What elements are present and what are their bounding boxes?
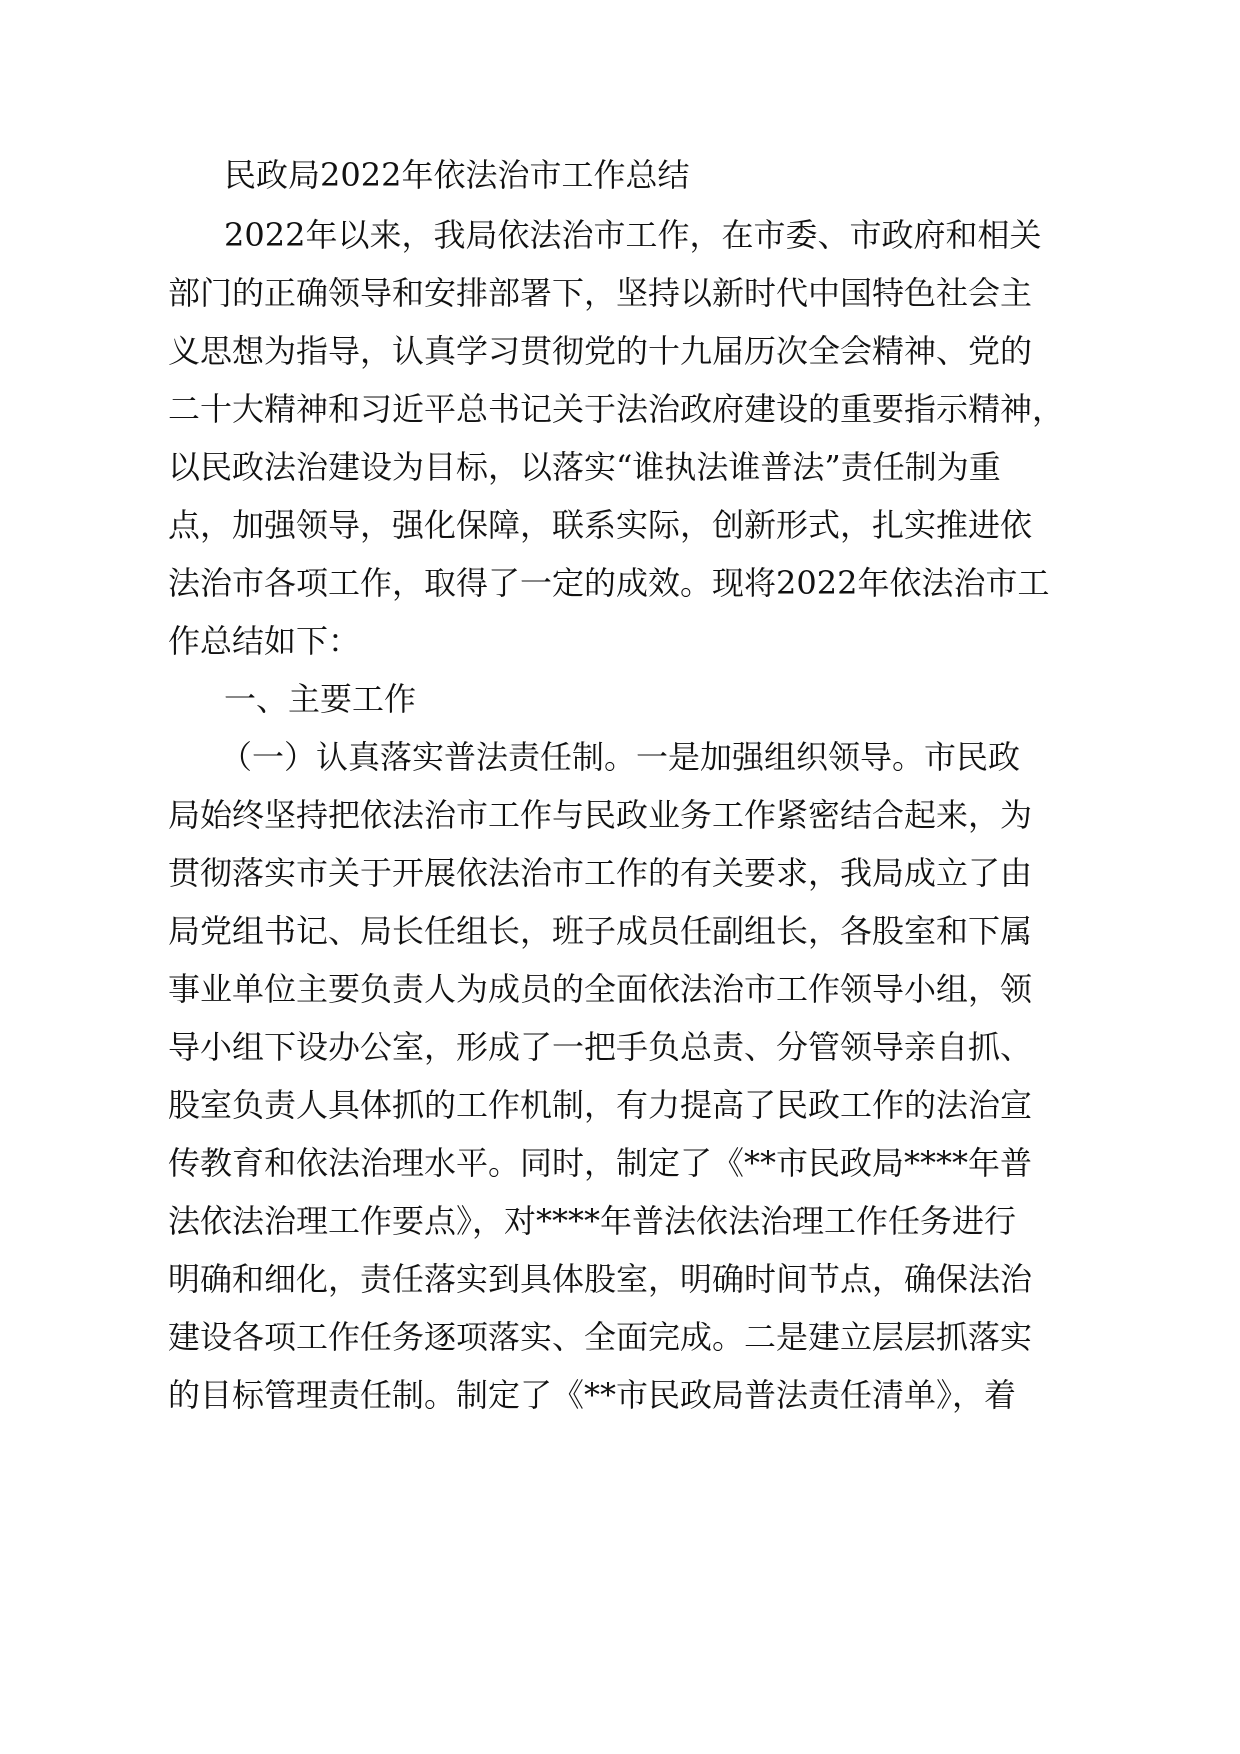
paragraph-line: （一）认真落实普法责任制。一是加强组织领导。市民政 — [220, 738, 1021, 776]
paragraph-line: 建设各项工作任务逐项落实、全面完成。二是建立层层抓落实 — [168, 1318, 1033, 1356]
paragraph-line: 二十大精神和习近平总书记关于法治政府建设的重要指示精神， — [168, 390, 1065, 428]
paragraph-line: 以民政法治建设为目标，以落实“谁执法谁普法”责任制为重 — [168, 448, 1001, 486]
paragraph-line: 明确和细化，责任落实到具体股室，明确时间节点，确保法治 — [168, 1260, 1033, 1298]
paragraph-line: 义思想为指导，认真学习贯彻党的十九届历次全会精神、党的 — [168, 332, 1033, 370]
paragraph-line: 局党组书记、局长任组长，班子成员任副组长，各股室和下属 — [168, 912, 1033, 950]
paragraph-line: 点，加强领导，强化保障，联系实际，创新形式，扎实推进依 — [168, 506, 1033, 544]
paragraph-line: 贯彻落实市关于开展依法治市工作的有关要求，我局成立了由 — [168, 854, 1033, 892]
paragraph-line: 法治市各项工作，取得了一定的成效。现将2022年依法治市工 — [168, 564, 1050, 602]
paragraph-line: 的目标管理责任制。制定了《**市民政局普法责任清单》，着 — [168, 1376, 1017, 1414]
paragraph-line: 2022年以来，我局依法治市工作，在市委、市政府和相关 — [224, 216, 1042, 254]
paragraph-line: 局始终坚持把依法治市工作与民政业务工作紧密结合起来，为 — [168, 796, 1033, 834]
paragraph-line: 事业单位主要负责人为成员的全面依法治市工作领导小组，领 — [168, 970, 1033, 1008]
paragraph-line: 作总结如下： — [168, 622, 361, 660]
paragraph-line: 部门的正确领导和安排部署下，坚持以新时代中国特色社会主 — [168, 274, 1033, 312]
paragraph-line: 股室负责人具体抓的工作机制，有力提高了民政工作的法治宣 — [168, 1086, 1033, 1124]
document-title: 民政局2022年依法治市工作总结 — [224, 156, 690, 194]
paragraph-line: 传教育和依法治理水平。同时，制定了《**市民政局****年普 — [168, 1144, 1033, 1182]
paragraph-line: 法依法治理工作要点》，对****年普法依法治理工作任务进行 — [168, 1202, 1017, 1240]
section-heading: 一、主要工作 — [224, 680, 417, 718]
paragraph-line: 导小组下设办公室，形成了一把手负总责、分管领导亲自抓、 — [168, 1028, 1033, 1066]
